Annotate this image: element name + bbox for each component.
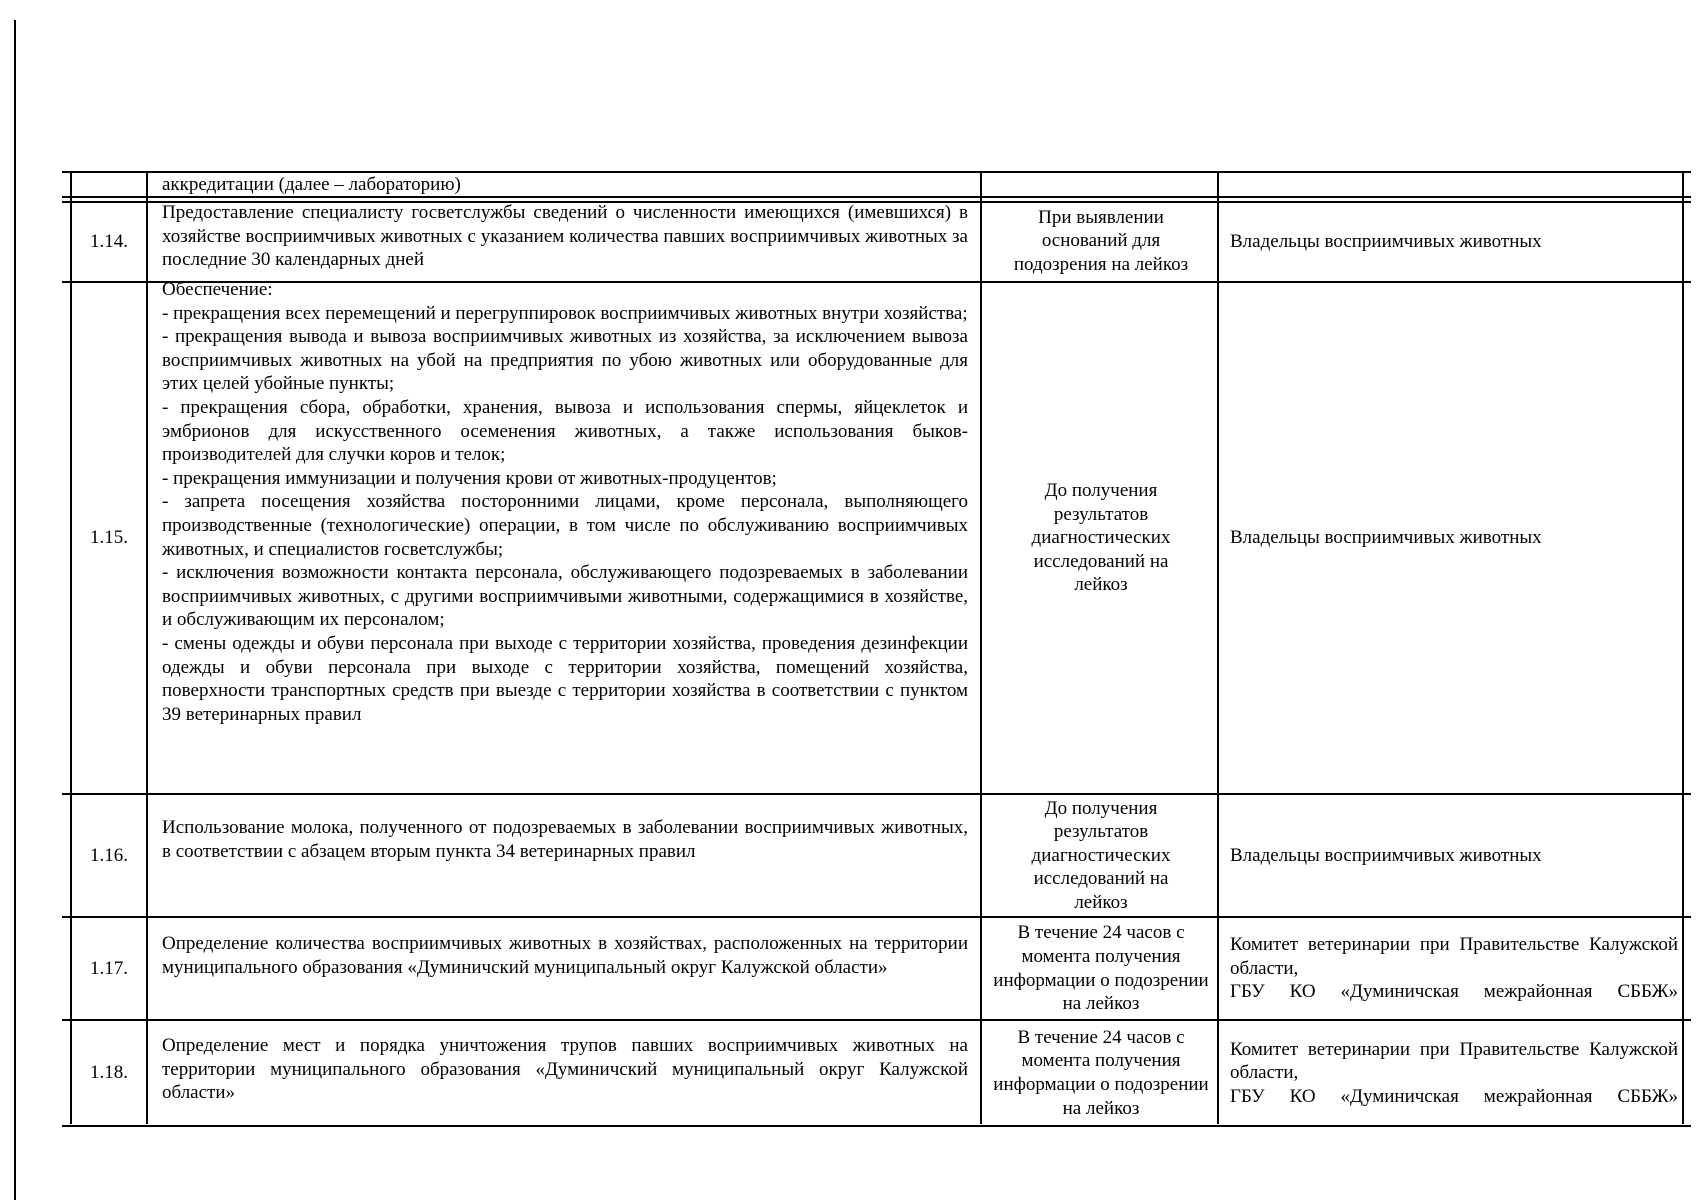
row-description: Использование молока, полученного от подозреваемых в заболевании восприимчивых животных, в соответствии с абзацем вторым пункта 34 ветеринарных правил — [162, 817, 968, 862]
row-number: 1.17. — [90, 957, 128, 979]
row-description: Определение мест и порядка уничтожения трупов павших восприимчивых животных на территории муниципального образования «Думиничский муниципальный округ Калужской области» — [162, 1035, 968, 1104]
row-responsible: Владельцы восприимчивых животных — [1230, 844, 1542, 866]
row-number: 1.18. — [90, 1062, 128, 1084]
row-description: Определение количества восприимчивых животных в хозяйствах, расположенных на территории муниципального образования «Думиничский муниципальный округ Калужской области» — [162, 933, 968, 978]
row-term: При выявлении оснований для подозрения на лейкоз — [1013, 206, 1189, 275]
row-term: До получения результатов диагностических исследований на лейкоз — [1031, 480, 1171, 596]
row-description: Обеспечение: - прекращения всех перемещений и перегруппировок восприимчивых животных внутри хозяйства; - прекращения вывода и вывоза восприимчивых животных из хозяйства, за исключением вывоза восприимчивых животных на убой на предприятия по убою животных или оборудованные для этих целей убойные пункты; - прекращения сбора, обработки, хранения, вывоза и использования спермы, яйцеклеток и эмбрионов для искусственного осеменения животных, а также использования быков-производителей для случки коров и телок; - прекращения иммунизации и получения крови от животных-продуцентов; - запрета посещения хозяйства посторонними лицами, кроме персонала, выполняющего производственные (технологические) операции, в том числе по обслуживанию восприимчивых животных, и специалистов госветслужбы; - исключения возможности контакта персонала, обслуживающего подозреваемых в заболевании восприимчивых животных, с другими восприимчивыми животными, содержащимися в хозяйстве, и обслуживающим их персоналом; - смены одежды и обуви персонала при выходе с территории хозяйства, проведения дезинфекции одежды и обуви персонала при выходе с территории хозяйства, помещений хозяйства, поверхности транспортных средств при выезде с территории хозяйства в соответствии с пунктом 39 ветеринарных правил — [162, 279, 968, 725]
row-description: аккредитации (далее – лабораторию) — [162, 174, 461, 195]
row-number: 1.15. — [90, 527, 128, 549]
row-description: Предоставление специалисту госветслужбы сведений о численности имеющихся (имевшихся) в хозяйстве восприимчивых животных с указанием количества павших восприимчивых животных за последние 30 календарных дней — [162, 202, 968, 271]
row-term: В течение 24 часов с момента получения информации о подозрении на лейкоз — [993, 1026, 1209, 1119]
row-number: 1.16. — [90, 844, 128, 866]
row-number: 1.14. — [90, 231, 128, 253]
row-term: В течение 24 часов с момента получения информации о подозрении на лейкоз — [993, 922, 1209, 1015]
row-responsible: Комитет ветеринарии при Правительстве Калужской области, ГБУ КО «Думиничская межрайонная СББЖ» — [1230, 934, 1678, 1003]
row-responsible: Владельцы восприимчивых животных — [1230, 527, 1542, 549]
row-responsible: Владельцы восприимчивых животных — [1230, 231, 1542, 253]
left-margin-rule — [14, 20, 16, 1200]
row-term: До получения результатов диагностических исследований на лейкоз — [1031, 797, 1171, 913]
row-responsible: Комитет ветеринарии при Правительстве Калужской области, ГБУ КО «Думиничская межрайонная СББЖ» — [1230, 1038, 1678, 1107]
